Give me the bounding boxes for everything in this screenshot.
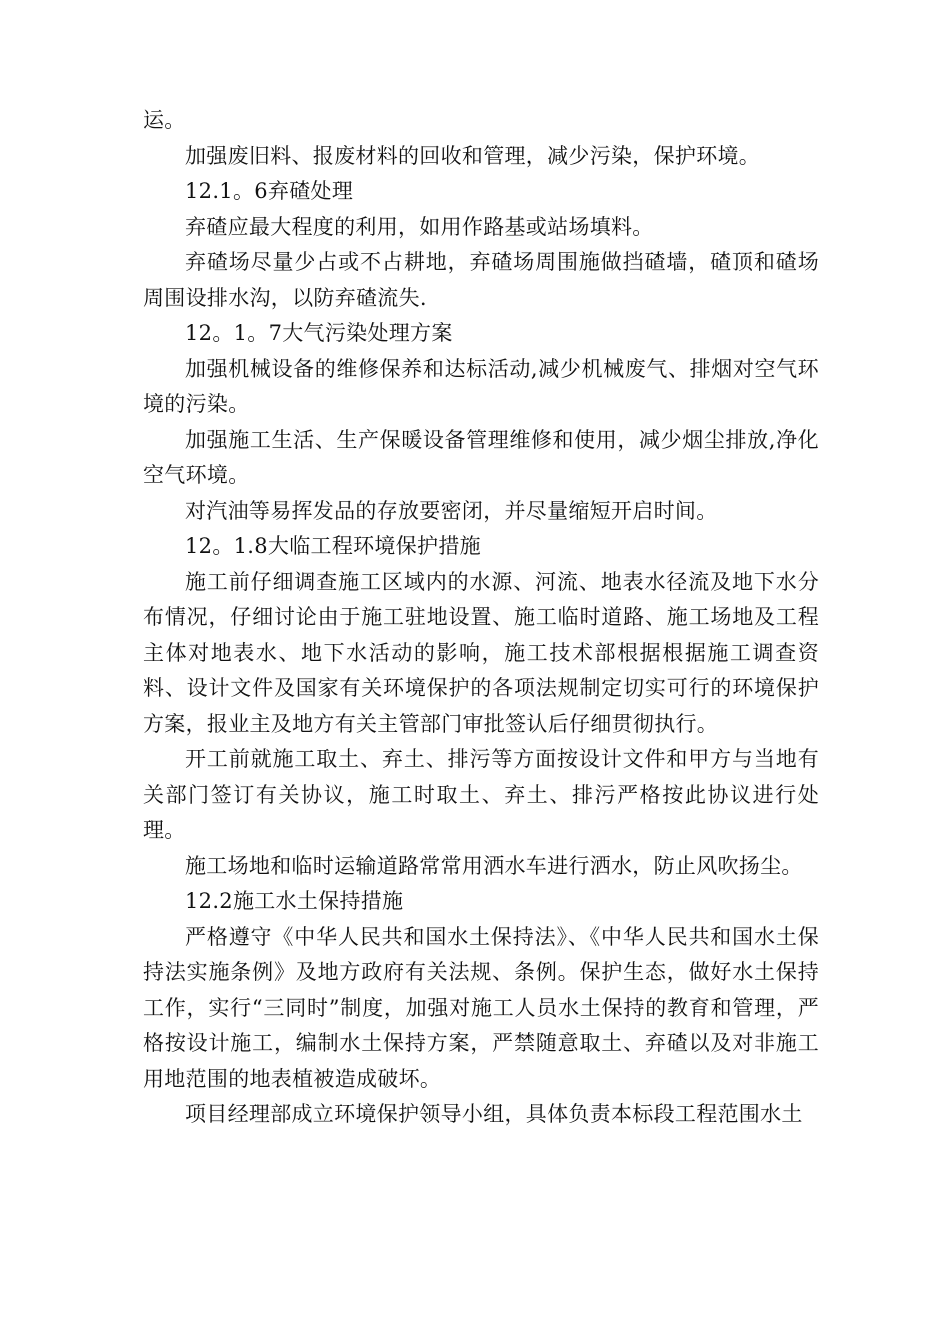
section-heading: 12.2施工水土保持措施 <box>185 889 404 913</box>
paragraph: 对汽油等易挥发品的存放要密闭，并尽量缩短开启时间。 <box>185 498 718 523</box>
paragraph: 开工前就施工取土、弃土、排污等方面按设计文件和甲方与当地有关部门签订有关协议，施工时取土、弃土、排污严格按此协议进行处理。 <box>143 747 819 842</box>
section-heading: 12。1。7大气污染处理方案 <box>185 321 453 345</box>
section-heading: 12.1。6弃碴处理 <box>185 179 354 203</box>
paragraph: 弃碴场尽量少占或不占耕地，弃碴场周围施做挡碴墙，碴顶和碴场周围设排水沟，以防弃碴流失. <box>143 250 819 310</box>
paragraph: 加强施工生活、生产保暖设备管理维修和使用，减少烟尘排放,净化空气环境。 <box>143 427 819 487</box>
paragraph: 加强机械设备的维修保养和达标活动,减少机械废气、排烟对空气环境的污染。 <box>143 356 819 416</box>
document-body <box>143 103 819 1133</box>
paragraph: 施工场地和临时运输道路常常用洒水车进行洒水，防止风吹扬尘。 <box>185 853 803 878</box>
paragraph-continuation: 运。 <box>143 108 186 132</box>
paragraph: 施工前仔细调查施工区域内的水源、河流、地表水径流及地下水分布情况，仔细讨论由于施工驻地设置、施工临时道路、施工场地及工程主体对地表水、地下水活动的影响，施工技术部根据根据施工调查资料、设计文件及国家有关环境保护的各项法规制定切实可行的环境保护方案，报业主及地方有关主管部门审批签认后仔细贯彻执行。 <box>143 569 819 736</box>
section-heading: 12。1.8大临工程环境保护措施 <box>185 534 481 558</box>
paragraph: 项目经理部成立环境保护领导小组，具体负责本标段工程范围水土 <box>185 1102 803 1126</box>
paragraph: 加强废旧料、报废材料的回收和管理，减少污染，保护环境。 <box>185 143 761 168</box>
paragraph: 严格遵守《中华人民共和国水土保持法》、《中华人民共和国水土保持法实施条例》及地方政府有关法规、条例。保护生态，做好水土保持工作，实行“三同时”制度，加强对施工人员水土保持的教育和管理，严格按设计施工，编制水土保持方案，严禁随意取土、弃碴以及对非施工用地范围的地表植被造成破坏。 <box>143 924 819 1091</box>
paragraph: 弃碴应最大程度的利用，如用作路基或站场填料。 <box>185 214 654 239</box>
